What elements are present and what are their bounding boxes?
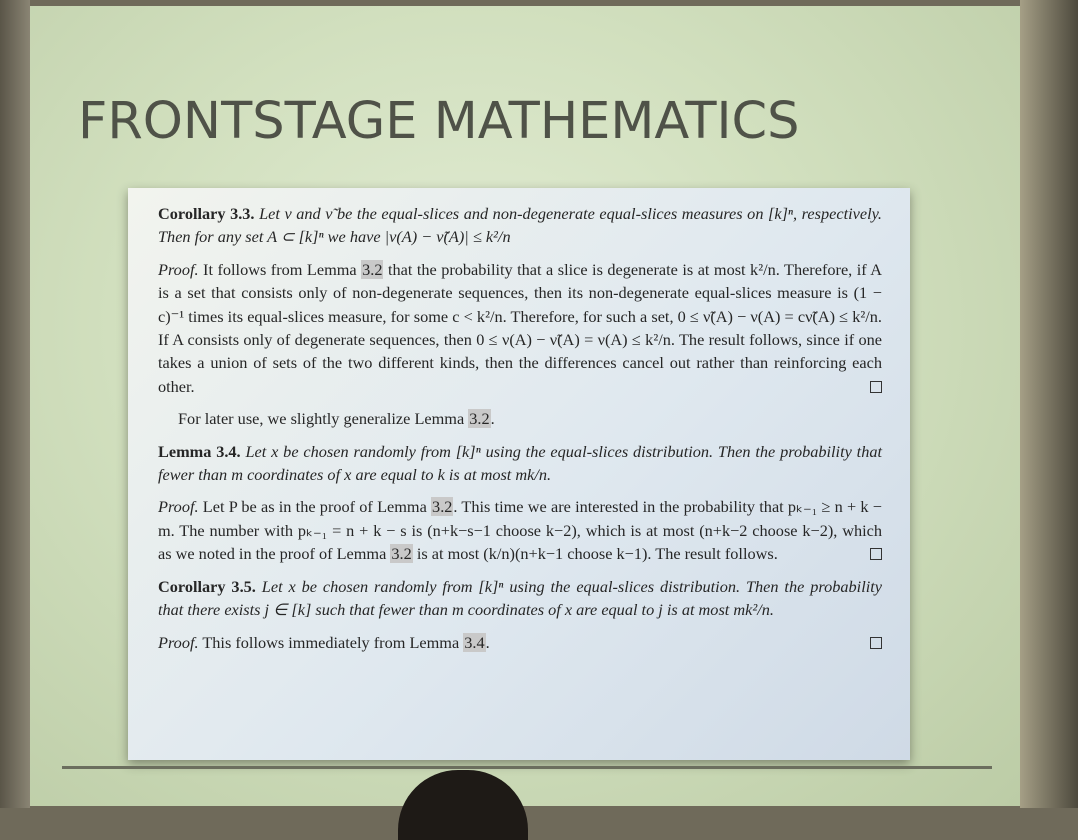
paper-excerpt	[128, 188, 910, 760]
lemma-reference[interactable]: 3.2	[432, 497, 453, 517]
corollary-3-3	[158, 202, 882, 249]
qed-box-icon	[870, 548, 882, 560]
lemma-label: Lemma 3.4.	[158, 441, 241, 461]
lemma-reference[interactable]: 3.2	[362, 259, 383, 279]
title-rule	[62, 766, 992, 769]
corollary-label: Corollary 3.5.	[158, 576, 256, 596]
proof-text: This follows immediately from Lemma	[202, 632, 464, 652]
corollary-statement: Let ν and ν̃ be the equal-slices and non-degenerate equal-slices measures on [k]ⁿ, respectively. Then for any set A ⊂ [k]ⁿ we have |ν(A) − ν̃(A)| ≤ k²/n	[158, 204, 882, 247]
proof-label: Proof.	[158, 497, 199, 517]
wall-left	[0, 0, 30, 808]
corollary-statement: Let x be chosen randomly from [k]ⁿ using the equal-slices distribution. Then the probability that there exists j ∈ [k] such that fewer than m coordinates of x are equal to j is at most mk²/n.	[158, 576, 882, 620]
qed-box-icon	[870, 637, 882, 649]
sentence-end: .	[485, 632, 490, 652]
lemma-reference[interactable]: 3.4	[464, 632, 485, 652]
proof-text: is at most (k/n)(n+k−1 choose k−1). The result follows.	[412, 544, 778, 564]
lemma-reference[interactable]: 3.2	[469, 409, 490, 429]
sentence-end: .	[490, 409, 495, 429]
proof-text: Let P be as in the proof of Lemma	[202, 497, 432, 517]
corollary-3-5	[158, 575, 882, 622]
corollary-label: Corollary 3.3.	[158, 204, 255, 223]
later-use-sentence	[158, 407, 882, 430]
proof-text: that the probability that a slice is degenerate is at most k²/n. Therefore, if A is a set that consists only of non-degenerate sequences, then its non-degenerate equal-slices measure is (1 − c)⁻¹ times its equal-slices measure, for some c < k²/n. Therefore, for such a set, 0 ≤ ν̃(A) − ν(A) = cν̃(A) ≤ k²/n. If A consists only of degenerate sequences, then 0 ≤ ν(A) − ν̃(A) = ν(A) ≤ k²/n. The result follows, since if one takes a union of sets of the two different kinds, then the differences cancel out rather than reinforcing each other.	[158, 259, 882, 396]
proof-3-5	[158, 631, 882, 654]
proof-3-3	[158, 258, 882, 398]
proof-label: Proof.	[158, 259, 199, 279]
proof-label: Proof.	[158, 632, 199, 652]
lemma-statement: Let x be chosen randomly from [k]ⁿ using the equal-slices distribution. Then the probability that fewer than m coordinates of x are equal to k is at most mk/n.	[158, 441, 882, 485]
wall-right	[1020, 0, 1078, 808]
later-use-text: For later use, we slightly generalize Lemma	[178, 409, 469, 429]
proof-text: It follows from Lemma	[203, 259, 362, 279]
slide-title: FRONTSTAGE MATHEMATICS	[78, 92, 800, 151]
qed-box-icon	[870, 381, 882, 393]
lemma-reference[interactable]: 3.2	[391, 544, 412, 564]
proof-3-4	[158, 495, 882, 565]
proof-text: . This time we are interested in the probability that pₖ₋₁ ≥ n + k − m. The number with pₖ₋₁ = n + k − s is (n+k−s−1 choose k−2), which is at most (n+k−2 choose k−2), which as we noted in the proof of Lemma	[158, 497, 882, 564]
lemma-3-4	[158, 440, 882, 487]
